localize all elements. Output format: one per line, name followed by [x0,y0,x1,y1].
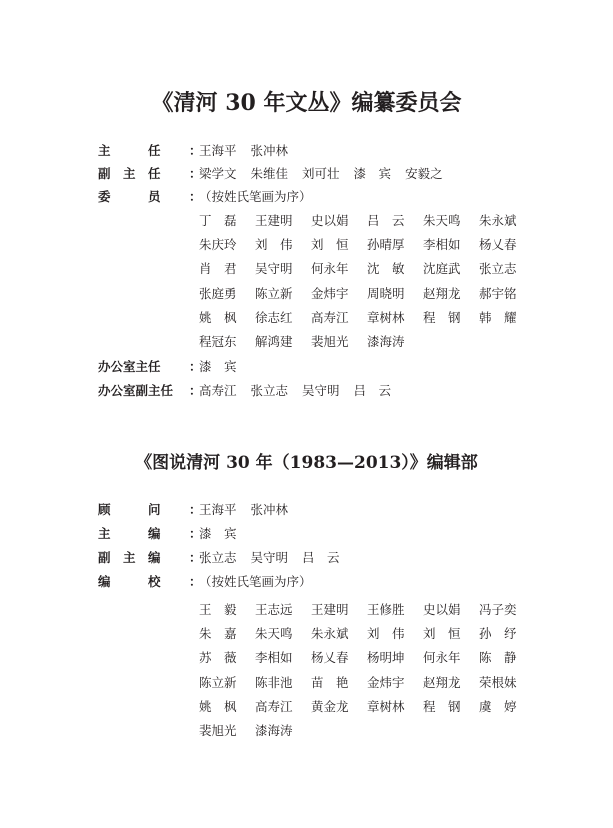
member-name: 朱永斌 [311,626,349,642]
person-name: 张立志 [199,550,237,565]
member-name: 章树林 [367,309,405,325]
member-name: 解鸿建 [255,333,293,349]
person-name: 刘可壮 [302,166,340,181]
member-name: 王修胜 [367,602,405,617]
person-name: 王海平 [199,143,237,158]
member-name: 金炜宇 [311,285,349,301]
member-name: 刘 恒 [311,237,349,253]
member-name: 李相如 [255,650,293,666]
member-name: 陈立新 [255,285,293,301]
member-name: 沈 敏 [367,261,405,277]
member-name: 孙晴厚 [367,237,405,253]
member-name: 丁 磊 [199,213,237,228]
member-name: 李相如 [423,237,461,253]
person-name: 王海平 [199,502,237,517]
person-name: 朱维佳 [250,166,289,181]
member-name: 黄金龙 [311,698,349,714]
role-row [98,500,302,520]
person-name: 吕 云 [302,550,340,565]
person-name: 吴守明 [302,383,340,398]
role-row [98,357,251,377]
member-name: 王志远 [255,602,293,617]
member-name: 朱 嘉 [199,626,237,642]
member-row [199,330,535,354]
member-name: 张庭勇 [199,285,237,301]
role-label: 主 编 ： [98,526,202,541]
member-name: 刘 伟 [255,237,293,253]
member-name: 裴旭光 [199,722,237,738]
member-name: 赵翔龙 [423,285,461,301]
member-name: 章树林 [367,698,405,714]
member-name: 漆海涛 [255,722,293,738]
committee-title: 《清河 30 年文丛》编纂委员会 [151,90,462,116]
member-name: 孙 纾 [479,626,517,642]
member-name: 吴守明 [255,261,293,277]
member-row [199,646,535,670]
member-row [199,306,535,330]
person-name: 漆 宾 [199,526,237,541]
member-name: 王建明 [311,602,349,617]
member-name: 郝宇铭 [479,285,517,301]
role-label: 办公室主任 ： [98,359,202,374]
member-name: 苗 艳 [311,674,349,690]
member-name: 何永年 [311,261,349,277]
member-name: 杨乂春 [479,237,517,253]
member-name: 朱庆玲 [199,237,237,253]
role-label: 顾 问 ： [98,502,202,517]
member-name: 史以娟 [423,602,461,617]
member-name: 朱天鸣 [255,626,293,642]
person-name: 梁学文 [199,166,237,181]
member-name: 周晓明 [367,285,405,301]
member-name: 陈立新 [199,674,237,690]
member-row [199,598,535,622]
member-row [199,233,535,257]
editorial-members [199,598,535,743]
person-name: 吕 云 [353,383,392,398]
person-name: 张冲林 [250,502,289,517]
member-name: 陈 静 [479,650,517,666]
member-name: 杨乂春 [311,650,349,666]
role-label: 办公室副主任 ： [98,383,202,398]
member-name: 赵翔龙 [423,674,461,690]
member-row [199,622,535,646]
member-row [199,257,535,281]
member-name: 肖 君 [199,261,237,277]
role-row [98,141,302,161]
role-row [98,524,251,544]
member-name: 刘 伟 [367,626,405,642]
person-name: 安毅之 [405,166,443,181]
member-row [199,671,535,695]
member-name: 王建明 [255,213,293,228]
person-name: 漆 宾 [199,359,237,374]
role-row [98,187,326,207]
member-name: 沈庭武 [423,261,461,277]
member-name: 陈非池 [255,674,293,690]
member-name: 裴旭光 [311,333,349,349]
member-name: 程 钢 [423,698,461,714]
member-name: 姚 枫 [199,309,237,325]
person-name: （按姓氏笔画为序） [199,574,312,589]
member-name: 杨明坤 [367,650,405,666]
person-name: 张立志 [250,383,289,398]
member-name: 徐志红 [255,309,293,325]
role-label: 副 主 任 ： [98,166,202,181]
member-name: 金炜宇 [367,674,405,690]
person-name: （按姓氏笔画为序） [199,189,312,204]
member-name: 王 毅 [199,602,237,617]
member-name: 朱永斌 [479,213,517,228]
person-name: 吴守明 [250,550,289,565]
role-label: 编 校 ： [98,574,202,589]
role-row [98,572,326,592]
committee-members [199,209,535,354]
member-name: 程冠东 [199,333,237,349]
member-row [199,282,535,306]
editorial-title: 《图说清河 30 年（1983—2013）》编辑部 [135,453,478,473]
member-name: 高寿江 [255,698,293,714]
member-name: 朱天鸣 [423,213,461,228]
member-name: 高寿江 [311,309,349,325]
role-label: 主 任 ： [98,143,202,158]
member-row [199,719,535,743]
member-name: 姚 枫 [199,698,237,714]
role-label: 委 员 ： [98,189,202,204]
member-name: 漆海涛 [367,333,405,349]
member-name: 荣根妹 [479,674,517,690]
member-row [199,695,535,719]
member-name: 冯子奕 [479,602,517,617]
role-row [98,381,405,401]
member-name: 吕 云 [367,213,405,228]
member-name: 何永年 [423,650,461,666]
member-name: 史以娟 [311,213,349,228]
member-name: 程 钢 [423,309,461,325]
member-name: 张立志 [479,261,517,277]
person-name: 高寿江 [199,383,237,398]
member-name: 刘 恒 [423,626,461,642]
role-label: 副 主 编 ： [98,550,202,565]
member-name: 韩 耀 [479,309,517,325]
member-name: 苏 薇 [199,650,237,666]
member-row [199,209,535,233]
role-row [98,548,354,568]
role-row [98,164,457,184]
member-name: 虞 婷 [479,698,517,714]
person-name: 漆 宾 [353,166,392,181]
person-name: 张冲林 [250,143,289,158]
